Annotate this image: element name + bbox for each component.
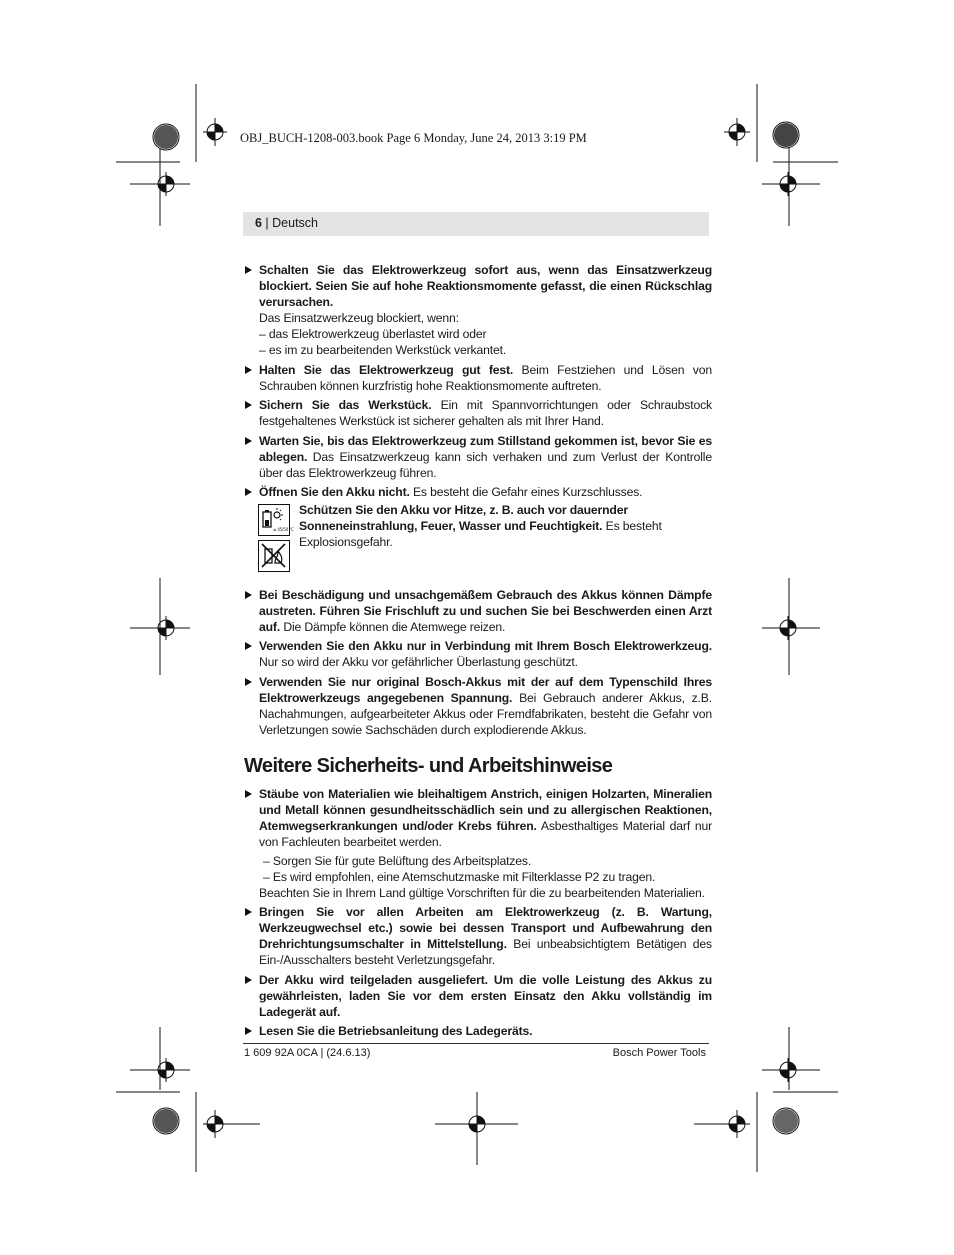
bullet-arrow-icon [245,642,252,650]
bullet-text: Beim Festziehen und Lösen von Schrauben können kurzfristig hohe Reaktionsmomente auftreten. [259,362,712,393]
bullet-bold-text: Stäube von Materialien wie bleihaltigem Anstrich, einigen Holzarten, Mineralien und Metall können gesundheitsschädlich sein und zu allergischen Reaktionen, Atemwegserkrankungen und/oder Krebs führen. [259,786,712,833]
page-number: 6 [255,216,262,230]
list-item [244,587,712,635]
bullet-arrow-icon [245,908,252,916]
list-item [244,397,712,429]
bullet-bold-text: Schalten Sie das Elektrowerkzeug sofort aus, wenn das Einsatzwerkzeug blockiert. Seien Sie auf hohe Reaktionsmomente gefasst, die einen Rückschlag verursachen. [259,263,712,309]
bullet-text: Beachten Sie in Ihrem Land gültige Vorschriften für die zu bearbeitenden Materialien. [259,885,705,900]
bullet-bold-text: Halten Sie das Elektrowerkzeug gut fest. [259,362,514,377]
list-item [244,638,712,670]
bullet-bold-text: Bei Beschädigung und unsachgemäßem Gebrauch des Akkus können Dämpfe austreten. Führen Sie Frischluft zu und suchen Sie bei Beschwerden einen Arzt auf. [259,587,712,634]
battery-heat-icon [258,504,294,536]
footer-divider [243,1043,709,1044]
header-language: Deutsch [272,216,319,230]
bullet-text: Nur so wird der Akku vor gefährlicher Überlastung geschützt. [259,655,578,669]
bullet-bold-text: Öffnen Sie den Akku nicht. [259,485,410,499]
footer-doc-number: 1 609 92A 0CA | (24.6.13) [244,1047,371,1059]
dash-item: – Sorgen Sie für gute Belüftung des Arbeitsplatzes. [263,853,532,868]
dash-item: – es im zu bearbeitenden Werkstück verkantet. [259,343,507,357]
list-item [244,484,712,500]
warning-text: Es besteht Explosionsgefahr. [299,518,662,549]
list-item [244,362,712,394]
bullet-bold-text: Verwenden Sie nur original Bosch-Akkus mit der auf dem Typenschild Ihres Elektrowerkzeugs angegebenen Spannung. [259,674,712,705]
page-content [244,262,712,1043]
bullet-arrow-icon [245,678,252,686]
print-info-line: OBJ_BUCH-1208-003.book Page 6 Monday, June 24, 2013 3:19 PM [240,131,587,145]
bullet-text: Asbesthaltiges Material darf nur von Fachleuten bearbeitet werden. [259,818,712,849]
list-item [244,904,712,968]
bullet-bold-text: Sichern Sie das Werkstück. [259,398,432,412]
list-item [244,674,712,738]
list-item [244,972,712,1020]
bullet-text: Ein mit Spannvorrichtungen oder Schraubstock festgehaltenes Werkstück ist sicherer gehalten als mit Ihrer Hand. [259,398,712,428]
bullet-text: Es besteht die Gefahr eines Kurzschlusses. [409,485,643,499]
bullet-arrow-icon [245,790,252,798]
battery-heat-warning [244,504,712,580]
bullet-bold-text: Warten Sie, bis das Elektrowerkzeug zum Stillstand gekommen ist, bevor Sie es ablegen. [259,433,712,464]
list-item [244,786,712,901]
bullet-text: Das Einsatzwerkzeug kann sich verhaken und zum Verlust der Kontrolle über das Elektrowerkzeug führen. [259,449,712,480]
bullet-arrow-icon [245,437,252,445]
dash-item: – Es wird empfohlen, eine Atemschutzmaske mit Filterklasse P2 zu tragen. [263,869,656,884]
list-item [244,1023,712,1039]
dash-item: – das Elektrowerkzeug überlastet wird oder [259,327,487,341]
bullet-text: Die Dämpfe können die Atemwege reizen. [280,619,506,634]
bullet-arrow-icon [245,266,252,274]
page-header [255,216,318,230]
bullet-text: Bei Gebrauch anderer Akkus, z.B. Nachahmungen, aufgearbeiteter Akkus oder Fremdfabrikaten, besteht die Gefahr von Verletzungen sowie Sachschäden durch explodierende Akkus. [259,690,712,737]
bullet-bold-text: Der Akku wird teilgeladen ausgeliefert. Um die volle Leistung des Akkus zu gewährleisten, laden Sie vor dem ersten Einsatz den Akku vollständig im Ladegerät auf. [259,972,712,1019]
bullet-arrow-icon [245,1027,252,1035]
warning-bold-text: Schützen Sie den Akku vor Hitze, z. B. auch vor dauernder Sonneneinstrahlung, Feuer, Wasser und Feuchtigkeit. [299,502,628,533]
footer-brand: Bosch Power Tools [612,1047,706,1059]
no-fire-water-icon [258,540,290,572]
bullet-arrow-icon [245,488,252,496]
bullet-arrow-icon [245,976,252,984]
bullet-arrow-icon [245,366,252,374]
list-item [244,262,712,358]
bullet-bold-text: Lesen Sie die Betriebsanleitung des Ladegeräts. [259,1024,533,1038]
battery-heat-icon-label: ≤ 45/50 °C [273,526,294,532]
bullet-arrow-icon [245,401,252,409]
bullet-text: Das Einsatzwerkzeug blockiert, wenn: [259,311,459,325]
list-item [244,433,712,481]
bullet-arrow-icon [245,591,252,599]
header-separator: | [261,216,273,230]
bullet-bold-text: Verwenden Sie den Akku nur in Verbindung mit Ihrem Bosch Elektrowerkzeug. [259,639,712,653]
section-title: Weitere Sicherheits- und Arbeitshinweise [244,754,613,777]
bullet-bold-text: Bringen Sie vor allen Arbeiten am Elektrowerkzeug (z. B. Wartung, Werkzeugwechsel etc.) sowie bei dessen Transport und Aufbewahrung den Drehrichtungsumschalter in Mittelstellung. [259,905,712,951]
bullet-text: Bei unbeabsichtigtem Betätigen des Ein-/Ausschalters besteht Verletzungsgefahr. [259,937,713,967]
